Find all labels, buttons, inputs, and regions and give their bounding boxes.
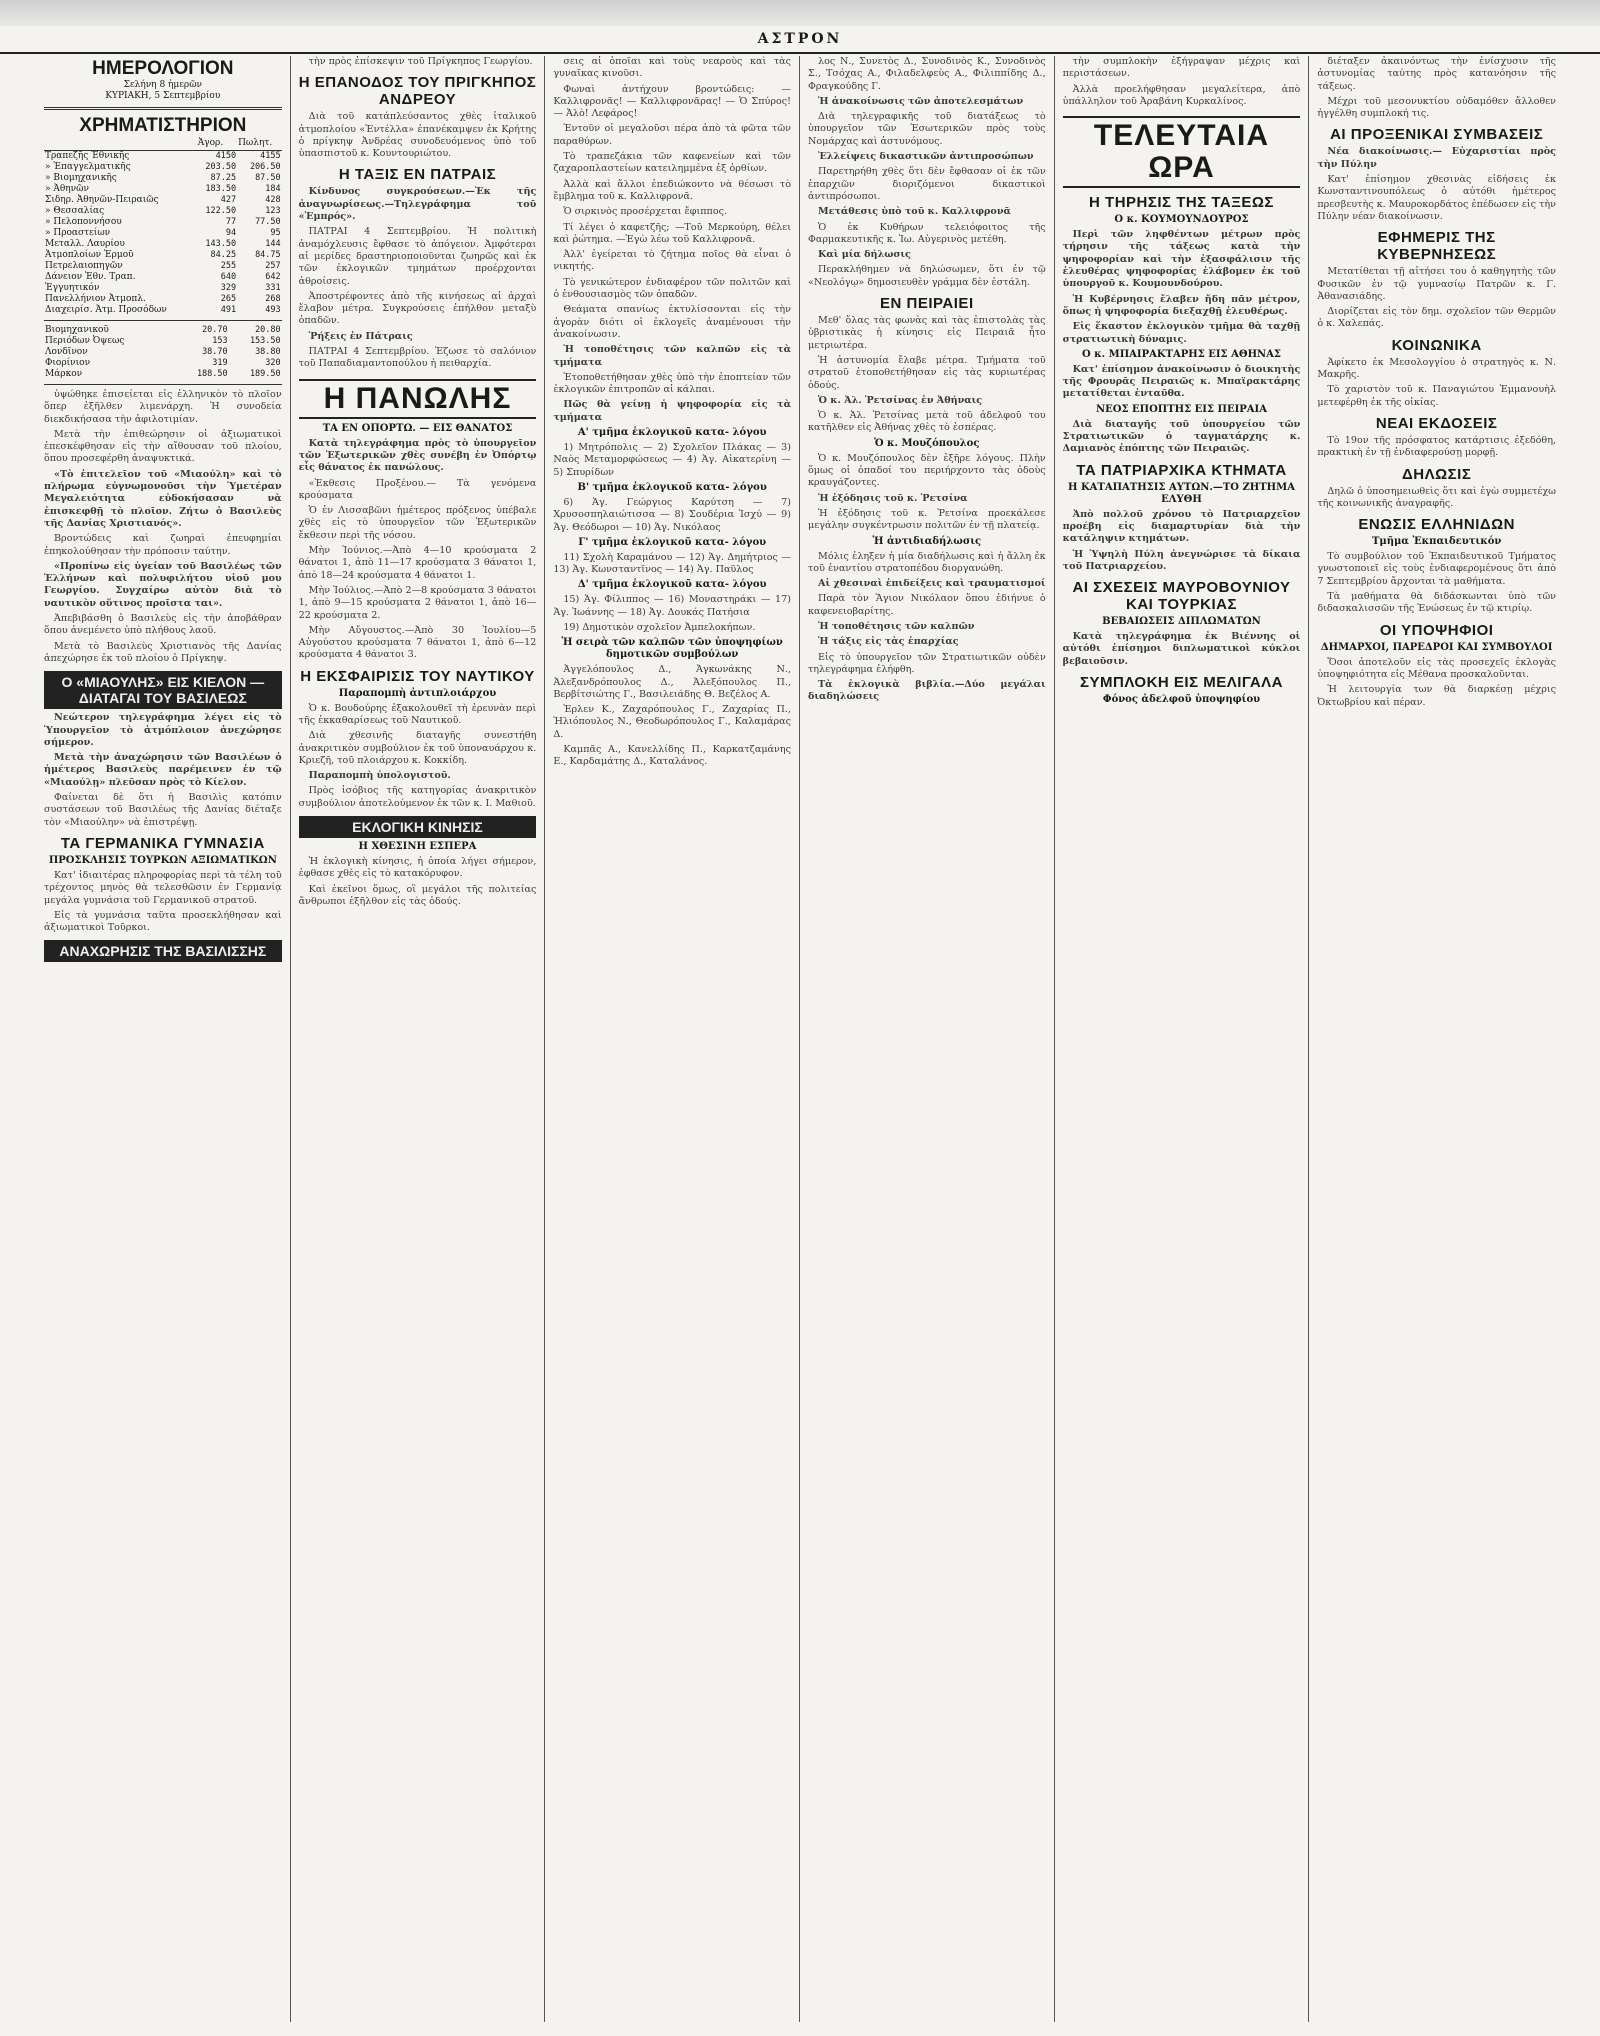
- exchange-security: » Ἀθηνῶν: [45, 184, 89, 194]
- page-top-band: [0, 0, 1600, 26]
- exchange-header: Ἀγορ.: [197, 137, 237, 151]
- exchange-row: [44, 162, 282, 173]
- article-text: Τὸ συμβούλιον τοῦ Ἐκπαιδευτικοῦ Τμήματος γνωστοποιεῖ εἰς τοὺς ἐνδιαφερομένους ὅτι ἀπὸ 7 Σεπτεμβρίου ἄρχονται τὰ μαθήματα. Τὰ μαθήματα θὰ διδάσκωνται ὑπὸ τῶν διδασκαλισσῶν τῆς Ἑνώσεως ἐν τῷ κτιρίῳ.: [1317, 551, 1556, 615]
- exchange-price: 189.50: [249, 369, 281, 379]
- exchange-row: [44, 173, 282, 184]
- exchange-price: 428: [265, 195, 281, 205]
- article-text: Νέα διακοίνωσις.— Εὐχαριστίαι πρὸς τὴν Πύλην Κατ' ἐπίσημον χθεσινὰς εἰδήσεις ἐκ Κωνσταντινουπόλεως ὁ αὐτόθι ἡμέτερος πρεσβευτὴς κ. Μαυροκορδάτος ἐπέδωσεν εἰς τὴν Πύλην νέαν διακοίνωσιν.: [1317, 146, 1556, 222]
- exchange-price: 427: [220, 195, 237, 205]
- headline-german: ΤΑ ΓΕΡΜΑΝΙΚΑ ΓΥΜΝΑΣΙΑ: [60, 834, 265, 852]
- article-text: Μόλις ἐληξεν ἡ μία διαδήλωσις καὶ ἡ ἄλλη ἐκ τοῦ ἐναντίου στρατοπέδου διοργανώθη. Αἱ χθεσιναὶ ἐπιδείξεις καὶ τραυματισμοί Παρὰ τὸν Ἅγιον Νικόλαον ὅπου ἐδιήνυε ὁ καφενειοβαρίτης. Ἡ τοποθέτησις τῶν καλπῶν Ἡ τάξις εἰς τὰς ἐπαρχίας Εἰς τὸ ὑπουργεῖον τῶν Στρατιωτικῶν οὐδὲν τηλεγράφημα ἐλήφθη. Τὰ ἐκλογικὰ βιβλία.—Δύο μεγάλαι διαδηλώσεις: [808, 550, 1046, 703]
- exchange-security: Φιορίνιον: [45, 358, 91, 368]
- exchange-price: 38.80: [255, 347, 281, 357]
- article-text: Μεθ' ὅλας τὰς φωνὰς καὶ τὰς ἐπιστολὰς τὰς ὑβριστικὰς ἡ κίνησις εἰς Πειραιᾶ ἦτο μετριωτέρα. Ἡ ἀστυνομία ἔλαβε μέτρα. Τμήματα τοῦ στρατοῦ ἐτοποθετήθησαν εἰς τὰς κυριωτέρας ὁδούς. Ὁ κ. Ἀλ. Ῥετσίνας ἐν Ἀθήναις Ὁ κ. Ἀλ. Ῥετσίνας μετὰ τοῦ ἀδελφοῦ του κατῆλθεν εἰς Ἀθήνας χθὲς τὸ ἑσπέρας.: [808, 315, 1046, 434]
- exchange-row: [44, 272, 282, 283]
- exchange-price: 188.50: [196, 369, 228, 379]
- subhead-patriarchal: Η ΚΑΤΑΠΑΤΗΣΙΣ ΑΥΤΩΝ.—ΤΟ ΖΗΤΗΜΑ ΕΛΥΘΗ: [1068, 481, 1295, 505]
- exchange-price: 122.50: [205, 206, 237, 216]
- article-text: Κίνδυνος συγκρούσεων.—Ἐκ τῆς ἀναγνωρίσεως.—Τηλεγράφημα τοῦ «Ἐμπρός». ΠΑΤΡΑΙ 4 Σεπτεμβρίου. Ἡ πολιτικὴ ἀναμόχλευσις ἔφθασε τὸ ἀπόγειον. Ἀμφότεραι αἱ μερίδες δραστηριοποιοῦνται ζωηρῶς καὶ ἐκ τῶν ἐκλογικῶν τμημάτων προέρχονται ἀθροίσεις. Ἀποστρέφοντες ἀπὸ τῆς κινήσεως αἱ ἀρχαὶ ἔλαβον μέτρα. Συγκρούσεις ἐπήλθον μεταξὺ ὀπαδῶν. Ῥήξεις ἐν Πάτραις ΠΑΤΡΑΙ 4 Σεπτεμβρίου. Ἐζωσε τὸ σαλόνιον τοῦ Παπαδιαμαντοπούλου ἡ πειθαρχία.: [298, 186, 537, 370]
- exchange-price: 84.25: [210, 250, 237, 260]
- column-1: [36, 56, 291, 2022]
- article-text: Νεώτερον τηλεγράφημα λέγει εἰς τὸ Ὑπουργεῖον τὸ ἀτμόπλοιον ἀνεχώρησε σήμερον. Μετὰ τὴν ἀναχώρησιν τῶν Βασιλέων ὁ ἡμέτερος Βασιλεὺς παρέμεινεν ἐν τῷ «Μιαούλῃ» πλεῦσαν πρὸς τὸ Κίελον. Φαίνεται δὲ ὅτι ἡ Βασιλὶς κατόπιν συστάσεων τοῦ Βασιλέως τῆς Δανίας διέταξε τὸν «Μιαούλην» νὰ ἐπιστρέψῃ.: [44, 712, 282, 828]
- column-6: [1309, 56, 1564, 2022]
- exchange-security: Ἀτμοπλοίων Ἑρμοῦ: [45, 250, 134, 260]
- exchange-table: [44, 137, 282, 316]
- exchange-price: 87.25: [210, 173, 237, 183]
- exchange-security: » Ἐπαγγελματικῆς: [45, 162, 131, 172]
- article-text: τὴν συμπλοκὴν ἐξήγραψαν μέχρις καὶ περιστάσεων. Ἀλλὰ προελήφθησαν μεγαλείτερα, ἀπὸ ὑπάλληλον τοῦ Ἀραβάνη Κυρκαλίνος.: [1062, 56, 1301, 107]
- exchange-price: 319: [212, 358, 228, 368]
- exchange-row: [44, 195, 282, 206]
- exchange-row: [44, 239, 282, 250]
- exchange-security: » Πελοποννήσου: [45, 217, 122, 227]
- headline-piraeus: ΕΝ ΠΕΙΡΑΙΕΙ: [880, 295, 974, 313]
- headline-nautical: Η ΕΚΣΦΑΙΡΙΣΙΣ ΤΟΥ ΝΑΥΤΙΚΟΥ: [300, 667, 535, 685]
- exchange-security: » Βιομηχανικῆς: [45, 173, 117, 183]
- exchange-row: [44, 369, 282, 380]
- exchange-price: 77: [225, 217, 237, 227]
- headline-consular: ΑΙ ΠΡΟΞΕΝΙΚΑΙ ΣΥΜΒΑΣΕΙΣ: [1330, 126, 1544, 144]
- subhead-section-c: Γ' τμῆμα ἐκλογικοῦ κατα- λόγου: [578, 536, 767, 548]
- article-text: Ὁ κ. Βουδούρης ἐξακολουθεῖ τὴ ἐρευνὰν περὶ τῆς ἐκκαθαρίσεως τοῦ Ναυτικοῦ. Διὰ χθεσινῆς διαταγῆς συνεστήθη ἀνακριτικὸν συμβούλιον ἐκ τοῦ ὑποναυάρχου κ. Κριεζῆ, τοῦ πλοιάρχου κ. Κοκκίδη. Παραπομπὴ ὑπολογιστοῦ. Πρὸς ἰσόβιος τῆς κατηγορίας ἀνακριτικὸν συμβούλιον ἀποτελούμενον ἐκ τῶν κ. Ι. Μαθιοῦ.: [298, 702, 537, 809]
- exchange-price: 4155: [260, 151, 281, 161]
- exchange-row: [44, 217, 282, 228]
- exchange-price: 491: [220, 305, 237, 315]
- exchange-price: 268: [265, 294, 281, 304]
- subhead-section-a: Α' τμῆμα ἐκλογικοῦ κατα- λόγου: [577, 427, 767, 439]
- exchange-price: 640: [220, 272, 237, 282]
- article-text: Κατ' ἰδιαιτέρας πληροφορίας περὶ τὰ τέλη τοῦ τρέχοντος μηνὸς θὰ τελεσθῶσιν ἐν Γερμανίᾳ μεγάλα γυμνάσια τοῦ Γερμανικοῦ στρατοῦ. Εἰς τὰ γυμνάσια ταῦτα προσεκλήθησαν καὶ ἀξιωματικοὶ Τοῦρκοι.: [44, 869, 282, 934]
- subhead-mouzopoulos: Ὁ κ. Μουζόπουλος: [874, 437, 980, 449]
- column-3: [545, 56, 800, 2022]
- headline-clash: ΣΥΜΠΛΟΚΗ ΕΙΣ ΜΕΛΙΓΑΛΑ: [1079, 674, 1283, 692]
- exchange-price: 20.70: [202, 325, 228, 335]
- headline-social: ΚΟΙΝΩΝΙΚΑ: [1391, 336, 1482, 354]
- exchange-security: Βιομηχανικοῦ: [45, 325, 109, 335]
- exchange-row: [44, 283, 282, 294]
- headline-editions: ΝΕΑΙ ΕΚΔΟΣΕΙΣ: [1375, 414, 1498, 432]
- article-text: 11) Σχολὴ Καραμάνου — 12) Ἁγ. Δημήτριος — 13) Ἁγ. Κωνσταντῖνος — 14) Ἁγ. Παῦλος: [553, 551, 791, 576]
- headline-declaration: ΔΗΛΩΣΙΣ: [1402, 465, 1472, 483]
- article-text: 15) Ἁγ. Φίλιππος — 16) Μοναστηράκι — 17) Ἁγ. Ἰωάννης — 18) Ἁγ. Δουκάς Πατήσια 19) Δημοτικὸν σχολεῖον Ἀμπελοκήπων.: [553, 594, 791, 633]
- exchange-security: Διαχειρίσ. Ἀτμ. Προσόδων: [45, 305, 167, 315]
- exchange-header-row: [44, 137, 282, 151]
- exchange-row: [44, 305, 282, 316]
- subhead-section-b: Β' τμῆμα ἐκλογικοῦ κατα- λόγου: [577, 481, 767, 493]
- exchange-price: 203.50: [205, 162, 237, 172]
- exchange-row: [44, 294, 282, 305]
- article-text: τὴν πρὸς ἐπίσκεψιν τοῦ Πρίγκηπος Γεωργίου.: [308, 56, 533, 67]
- exchange-row: [44, 347, 282, 358]
- article-text: Κατὰ τηλεγράφημα πρὸς τὸ ὑπουργεῖον τῶν Ἐξωτερικῶν χθὲς συνέβη ἐν Ὀπόρτῳ εἷς θάνατος ἐκ πανώλους. «Ἐκθεσις Προξένου.— Τὰ γενόμενα κρούσματα Ὁ ἐν Λισσαβῶνι ἡμέτερος πρόξενος ὑπέβαλε χθὲς εἰς τὸ ὑπουργεῖον τῶν Ἐξωτερικῶν ἔκθεσιν περὶ τῆς νόσου. Μὴν Ἰούνιος.—Ἀπὸ 4—10 κρούσματα 2 θάνατοι 1, ἀπὸ 11—17 κρούσματα 3 θάνατοι 1, ἀπὸ 18—24 κρούσματα 4 θάνατοι 1. Μὴν Ἰούλιος.—Ἀπὸ 2—8 κρούσματα 3 θάνατοι 1, ἀπὸ 9—15 κρούσματα 2 θάνατοι 1, ἀπὸ 16—22 κρούσματα 2. Μὴν Αὔγουστος.—Ἀπὸ 30 Ἰουλίου—5 Αὐγούστου κρούσματα 7 θάνατοι 1, ἀπὸ 6—12 κρούσματα 4 θάνατοι 3.: [298, 437, 537, 661]
- exchange-price: 493: [265, 305, 281, 315]
- exchange-price: 84.75: [255, 250, 281, 260]
- headline-gazette: ΕΦΗΜΕΡΙΣ ΤΗΣ ΚΥΒΕΡΝΗΣΕΩΣ: [1377, 229, 1497, 264]
- subhead-section-d: Δ' τμῆμα ἐκλογικοῦ κατα- λόγου: [577, 579, 767, 591]
- exchange-price: 143.50: [205, 239, 237, 249]
- article-text: 1) Μητρόπολις — 2) Σχολεῖον Πλάκας — 3) Ναὸς Μεταμορφώσεως — 4) Ἁγ. Αἰκατερίνη — 5) Σπυρίδων: [553, 442, 791, 478]
- bottom-banner: ΑΝΑΧΩΡΗΣΙΣ ΤΗΣ ΒΑΣΙΛΙΣΣΗΣ: [44, 940, 282, 962]
- subhead-candidate-list: Ἡ σειρὰ τῶν καλπῶν τῶν ὑποψηφίων δημοτικῶν συμβούλων: [561, 637, 783, 661]
- subhead-german: ΠΡΟΣΚΛΗΣΙΣ ΤΟΥΡΚΩΝ ΑΞΙΩΜΑΤΙΚΩΝ: [48, 854, 277, 866]
- exchange-price: 20.80: [255, 325, 281, 335]
- article-text: Περὶ τῶν ληφθέντων μέτρων πρὸς τήρησιν τῆς τάξεως κατὰ τὴν ψηφοφορίαν καὶ τὴν ἐξασφάλισιν τῆς ἐλευθέρας ψηφοφορίας ἐλάβομεν ἐκ τοῦ ὑπουργοῦ κ. Κουμουνδούρου. Ἡ Κυβέρνησις ἔλαβεν ἤδη πᾶν μέτρον, ὅπως ἡ ψηφοφορία διεξαχθῇ ἐλευθέρως. Εἰς ἕκαστον ἐκλογικὸν τμῆμα θὰ ταχθῇ στρατιωτικὴ δύναμις.: [1062, 229, 1301, 345]
- exchange-price: 184: [265, 184, 281, 194]
- article-text: Ἡ ἐκλογικὴ κίνησις, ἡ ὁποία λήγει σήμερον, ἐφθασε χθὲς εἰς τὸ κατακόρυφον. Καὶ ἐκεῖνοι ὅμως, οἳ μεγάλοι τῆς πολιτείας ἄνθρωποι ἐξῆλθον εἰς τὰς ὁδούς.: [298, 856, 537, 907]
- exchange-price: 4150: [215, 151, 237, 161]
- article-text: Κατὰ τηλεγράφημα ἐκ Βιέννης οἱ αὐτόθι ἐπίσημοι διπλωματικοὶ κύκλοι βεβαιοῦσιν.: [1062, 631, 1301, 667]
- exchange-row: [44, 151, 282, 163]
- exchange-title: ΧΡΗΜΑΤΙΣΤΗΡΙΟΝ: [79, 115, 247, 136]
- exchange-security: Σιδηρ. Ἀθηνῶν-Πειραιῶς: [45, 195, 159, 205]
- exchange-security: » Προαστείων: [45, 228, 111, 238]
- headline-patras: Η ΤΑΞΙΣ ΕΝ ΠΑΤΡΑΙΣ: [338, 166, 497, 184]
- exchange-security: » Θεσσαλίας: [45, 206, 105, 216]
- exchange-price: 329: [220, 283, 237, 293]
- column-4: [800, 56, 1055, 2022]
- article-text: Ἀγγελόπουλος Δ., Ἀγκωνάκης Ν., Ἀλεξανδρόπουλος Δ., Ἀλεξόπουλος Π., Βερβίτσιώτης Γ., Βασιλειάδης Θ. Βεζέλος Α. Ἐρλεν Κ., Ζαχαρόπουλος Γ., Ζαχαρίας Π., Ἡλιόπουλος Ν., Θεοδωρόπουλος Γ., Καλαμάρας Δ. Καμπᾶς Α., Κανελλίδης Π., Καρκατζαμάνης Ε., Καρδαμάτης Δ., Καταλάνος.: [553, 664, 791, 768]
- headline-prince-return: Η ΕΠΑΝΟΔΟΣ ΤΟΥ ΠΡΙΓΚΗΠΟΣ ΑΝΔΡΕΟΥ: [298, 74, 537, 109]
- article-text: Μετατίθεται τῇ αἰτήσει του ὁ καθηγητὴς τῶν Φυσικῶν ἐν τῷ γυμνασίῳ Πατρῶν κ. Γ. Ἀθανασιάδης. Διορίζεται εἰς τὸν δημ. σχολεῖον τῶν Θερμῶν ὁ κ. Χαλεπάς.: [1317, 266, 1556, 330]
- exchange-security: Πετρελαιοπηγῶν: [45, 261, 123, 271]
- subhead-new-inspector: ΝΕΟΣ ΕΠΟΠΤΗΣ ΕΙΣ ΠΕΙΡΑΙΑ: [1095, 403, 1267, 415]
- exchange-security: Ἐγγυητικόν: [45, 283, 100, 293]
- exchange-price: 331: [265, 283, 281, 293]
- article-text: διέταξεν ἀκαινόντως τὴν ἐνίσχυσιν τῆς ἀστυνομίας ταύτης πρὸς κατανόησιν τῆς τάξεως. Μέχρι τοῦ μεσονυκτίου οὐδαμόθεν ἄλλοθεν ἠγγέλθη συμπλοκή τις.: [1317, 56, 1556, 120]
- subhead-bayraktaris: Ο κ. ΜΠΑΙΡΑΚΤΑΡΗΣ ΕΙΣ ΑΘΗΝΑΣ: [1081, 348, 1281, 360]
- exchange-price: 255: [220, 261, 237, 271]
- exchange-row: [44, 325, 282, 336]
- exchange-price: 123: [265, 206, 281, 216]
- article-text: Κατ' ἐπίσημον ἀνακοίνωσιν ὁ διοικητὴς τῆς Φρουρᾶς Πειραιῶς κ. Μπαϊρακτάρης μετατίθεται ἐνταῦθα.: [1062, 363, 1301, 400]
- exchange-price: 153: [212, 336, 228, 346]
- exchange-price: 206.50: [249, 162, 281, 172]
- exchange-price: 183.50: [205, 184, 237, 194]
- exchange-header: Πωλητ.: [237, 137, 282, 151]
- exchange-price: 94: [225, 228, 237, 238]
- article-text: Ἀπὸ πολλοῦ χρόνου τὸ Πατριαρχεῖον προέβη εἰς διαμαρτυρίαν διὰ τὴν κατάληψιν κτημάτων. Ἡ Ὑψηλὴ Πύλη ἀνεγνώρισε τὰ δίκαια τοῦ Πατριαρχείου.: [1062, 508, 1301, 572]
- exchange-price: 265: [220, 294, 237, 304]
- subhead-relations: ΒΕΒΑΙΩΣΕΙΣ ΔΙΠΛΩΜΑΤΩΝ: [1102, 616, 1261, 628]
- article-text: ὑψώθηκε ἐπισείεται εἰς ἑλληνικὸν τὸ πλοῖον ὅπερ ἐξῆλθεν λιμενάρχη. Ἡ συνοδεία διεκδικήσασα τὴν ἀφιλοτιμίαν. Μετὰ τὴν ἐπιθεώρησιν οἱ ἀξιωματικοὶ ἐπεσκέφθησαν εἰς τὴν αἴθουσαν τοῦ πλοίου, ὅπου προσεφέρθη ἀναψυκτικά. «Τὸ ἐπιτελεῖον τοῦ «Μιαούλη» καὶ τὸ πλήρωμα εὐγνωμονοῦσι τὴν Ὑμετέραν Μεγαλειότητα εὐδοκήσασαν νὰ ἐπισκεφθῇ τὸ πλοῖον. Ζήτω ὁ Βασιλεὺς τῆς Δανίας Χριστιανός». Βροντώδεις καὶ ζωηραὶ ἐπευφημίαι ἐπηκολούθησαν τὴν πρόποσιν ταύτην. «Προπίνω εἰς ὑγείαν τοῦ Βασιλέως τῶν Ἑλλήνων καὶ πολυφιλήτου υἱοῦ μου Γεωργίου. Συγχαίρω αὐτὸν διὰ τὸ ναυτικὸν οὕτινος προῖστα ται». Ἀπεβιβάσθη ὁ Βασιλεὺς εἰς τὴν ἀποβάθραν ὅπου ἀνεμένετο ὑπὸ πλήθους λαοῦ. Μετὰ τὸ Βασιλεὺς Χριστιανὸς τῆς Δανίας ἀπεχώρησε ἐκ τοῦ πλοίου ὁ Πρίγκηψ.: [44, 389, 282, 664]
- subhead-clash: Φόνος ἀδελφοῦ ὑποψηφίου: [1102, 694, 1261, 706]
- election-banner: ΕΚΛΟΓΙΚΗ ΚΙΝΗΣΙΣ: [299, 816, 537, 838]
- exchange-body: [44, 151, 282, 317]
- exchange-security: Μάρκον: [45, 369, 83, 379]
- divider: [44, 107, 282, 110]
- headline-patriarchal: ΤΑ ΠΑΤΡΙΑΡΧΙΚΑ ΚΤΗΜΑΤΑ: [1076, 461, 1287, 479]
- article-text: Διὰ διαταγῆς τοῦ ὑπουργείου τῶν Στρατιωτικῶν ὁ ταγματάρχης κ. Δαμιανὸς ἐπόπτης τῶν Πειραιῶς.: [1062, 418, 1301, 455]
- exchange-price: 642: [265, 272, 281, 282]
- exchange-row: [44, 228, 282, 239]
- exchange-header: [44, 137, 197, 151]
- divider: [44, 384, 282, 385]
- section-banner: Ο «ΜΙΑΟΥΛΗΣ» ΕΙΣ ΚΙΕΛΟΝ — ΔΙΑΤΑΓΑΙ ΤΟΥ ΒΑΣΙΛΕΩΣ: [44, 671, 282, 709]
- calendar-line-2: ΚΥΡΙΑΚΗ, 5 Σεπτεμβρίου: [105, 91, 221, 101]
- exchange-table-2: [44, 325, 282, 380]
- article-text: Διὰ τοῦ κατάπλεύσαντος χθὲς ἰταλικοῦ ἀτμοπλοίου «Ἐντέλλα» ἐπανέκαμψεν ἐκ Κρήτης ὁ πρίγκηψ Ἀνδρέας συνοδευόμενος ὑπὸ τοῦ ὑπασπιστοῦ κ. Κουντουριώτου.: [298, 111, 537, 160]
- exchange-row: [44, 261, 282, 272]
- article-text: 6) Ἁγ. Γεώργιος Καρύτση — 7) Χρυσοσπηλαιώτισσα — 8) Σουδέρια Ἰσχύ — 9) Ἁγ. Θεόδωροι — 10) Ἁγ. Νικόλαος: [553, 496, 791, 533]
- exchange-security: Τραπεζῆς Ἐθνικῆς: [45, 151, 130, 161]
- exchange-security: Λονδῖνον: [45, 347, 88, 357]
- column-5: [1055, 56, 1310, 2022]
- exchange-price: 257: [265, 261, 281, 271]
- exchange-row: [44, 250, 282, 261]
- headline-union: ΕΝΩΣΙΣ ΕΛΛΗΝΙΔΩΝ: [1358, 516, 1516, 534]
- exchange-security: Περιόδων Ὀψεως: [45, 336, 125, 346]
- article-text: Δηλῶ ὁ ὑποσημειωθεὶς ὅτι καὶ ἐγὼ συμμετέχω τῆς κοινωνικῆς ἀναγραφῆς.: [1317, 485, 1556, 509]
- exchange-security: Πανελλήνιον Ἀτμοπλ.: [45, 294, 146, 304]
- exchange-price: 144: [265, 239, 281, 249]
- exchange-price: 95: [270, 228, 281, 238]
- subhead-candidates: ΔΗΜΑΡΧΟΙ, ΠΑΡΕΔΡΟΙ ΚΑΙ ΣΥΜΒΟΥΛΟΙ: [1320, 641, 1553, 653]
- exchange-price: 320: [265, 358, 281, 368]
- exchange-security: Μεταλλ. Λαυρίου: [45, 239, 125, 249]
- article-text: Ὁ κ. Μουζόπουλος δὲν ἐξῆρε λόγους. Πλὴν ὅμως οἱ ὀπαδοί του περιήρχοντο τὰς ὁδοὺς κραυγάζοντες. Ἡ ἐξόδησις τοῦ κ. Ῥετσίνα Ἡ ἐξόδησις τοῦ κ. Ῥετσίνα προεκάλεσε μεγάλην συγκέντρωσιν πολιτῶν ἐν τῇ πλατείᾳ.: [808, 452, 1046, 532]
- column-2: [291, 56, 546, 2022]
- headline-relations: ΑΙ ΣΧΕΣΕΙΣ ΜΑΥΡΟΒΟΥΝΙΟΥ ΚΑΙ ΤΟΥΡΚΙΑΣ: [1072, 579, 1291, 614]
- exchange-price: 77.50: [255, 217, 281, 227]
- exchange-price: 38.70: [202, 347, 228, 357]
- article-text: Τὸ 19ον τῆς πρόσφατος κατάρτισις ἐξεδόθη, πρακτικὴ ἐν τῇ ἐνδιαφερούσῃ μορφῇ.: [1317, 434, 1556, 459]
- subhead-antidemonstration: Ἡ ἀντιδιαδήλωσις: [872, 535, 982, 547]
- exchange-row: [44, 184, 282, 195]
- subhead-evening: Η ΧΘΕΣΙΝΗ ΕΣΠΕΡΑ: [358, 841, 477, 853]
- subhead-koumoundouros: Ο κ. ΚΟΥΜΟΥΝΔΟΥΡΟΣ: [1114, 214, 1249, 226]
- subhead-plague: ΤΑ ΕΝ ΟΠΟΡΤΩ. — ΕΙΣ ΘΑΝΑΤΟΣ: [322, 422, 513, 434]
- newspaper-columns: [36, 56, 1564, 2022]
- calendar-title: ΗΜΕΡΟΛΟΓΙΟΝ: [92, 58, 234, 79]
- headline-plague: Η ΠΑΝΩΛΗΣ: [299, 379, 537, 419]
- article-text: Ἀφίκετο ἐκ Μεσολογγίου ὁ στρατηγὸς κ. Ν. Μακρῆς. Τὸ χαριστὸν τοῦ κ. Παναγιώτου Ἐμμανουὴλ μετεφέρθη ἐκ τῆς οἰκίας.: [1317, 356, 1556, 408]
- exchange-price: 153.50: [249, 336, 281, 346]
- article-text: λος Ν., Συνετὸς Δ., Συνοδινὸς Κ., Συνοδινὸς Σ., Τσόχας Α., Φιλαδελφεὺς Α., Φιλιππίδης Δ., Φραγκούδης Γ. Ἡ ἀνακοίνωσις τῶν ἀποτελεσμάτων Διὰ τηλεγραφικῆς τοῦ διατάξεως τὸ ὑπουργεῖον τῶν Ἐσωτερικῶν πρὸς τοὺς Νομάρχας καὶ ἀστυνόμους. Ἐλλείψεις δικαστικῶν ἀντιπροσώπων Παρετηρήθη χθὲς ὅτι δὲν ἔφθασαν οἱ ἐκ τῶν ἐπαρχιῶν διοριζόμενοι δικαστικοὶ ἀντιπρόσωποι. Μετάθεσις ὑπὸ τοῦ κ. Καλλιφρονᾶ Ὁ ἐκ Κυθήρων τελειόφοιτος τῆς Φαρμακευτικῆς κ. Ἰω. Αὐγερινὸς μετέθη. Καὶ μία δήλωσις Περακλήθημεν νὰ δηλώσωμεν, ὅτι ἐν τῷ «Νεολόγῳ» δημοσιευθὲν γράμμα δὲν ἐστάλη.: [808, 56, 1046, 288]
- exchange-row: [44, 358, 282, 369]
- exchange-body-2: [44, 325, 282, 380]
- subhead-union: Τμῆμα Ἐκπαιδευτικόν: [1371, 536, 1502, 548]
- exchange-row: [44, 206, 282, 217]
- exchange-price: 87.50: [255, 173, 281, 183]
- subhead-admin: Παραπομπὴ ἀντιπλοιάρχου: [338, 687, 497, 699]
- headline-candidates: ΟΙ ΥΠΟΨΗΦΙΟΙ: [1379, 621, 1494, 639]
- article-text: σεις αἱ ὁποῖαι καὶ τοὺς νεαροὺς καὶ τὰς γυναῖκας κινοῦσι. Φωναὶ ἀντήχουν βροντώδεις: — Καλλιφρονᾶς! — Καλλιφρονᾶρας! — Ὁ Σπύρος! — Ἀλὸ! Λεφάρος! Ἐντοῦν οἱ μεγαλοῦσι πέρα ἀπὸ τὰ φῶτα τῶν παραθύρων. Τὸ τραπεζάκια τῶν καφενείων καὶ τῶν ζαχαροπλαστείων κατειλημμένα ἐξ ὁρθίων. Ἀλλὰ καὶ ἄλλοι ἐπεδιώκοντο νὰ θέσωσι τὸ ἔμβλημα τοῦ κ. Καλλιφρονᾶ. Ὁ σιρκινὸς προσέρχεται ἔφιππος. Τί λέγει ὁ καφετζῆς; —Τοῦ Μερκούρη, θέλει καὶ ῥώτημα. —Ἐγὼ λέω τοῦ Καλλιφρονᾶ. Ἀλλ' ἐγείρεται τὸ ζήτημα ποῖος θὰ εἶναι ὁ νικητής. Τὸ γενικώτερον ἐνδιαφέρον τῶν πολιτῶν καὶ ὁ ἐνθουσιασμὸς τῶν ὀπαδῶν. Θεάματα σπανίως ἐκτυλίσσονται εἰς τὴν ἀγορὰν διότι οἱ ἐκλογεῖς ἀναμένουσι τὴν ἀνακοίνωσιν. Ἡ τοποθέτησις τῶν καλπῶν εἰς τὰ τμήματα Ἐτοποθετήθησαν χθὲς ὑπὸ τὴν ἐποπτείαν τῶν ἐκλογικῶν ἐπιτροπῶν αἱ κάλπαι. Πῶς θὰ γείνῃ ἡ ψηφοφορία εἰς τὰ τμήματα: [553, 56, 791, 423]
- exchange-security: Δάνειον Ἐθν. Τραπ.: [45, 272, 136, 282]
- headline-last-hour: ΤΕΛΕΥΤΑΙΑ ΩΡΑ: [1063, 116, 1301, 188]
- running-head: ΑΣΤΡΟΝ: [0, 26, 1600, 54]
- headline-order: Η ΤΗΡΗΣΙΣ ΤΗΣ ΤΑΞΕΩΣ: [1089, 194, 1274, 212]
- divider: [44, 320, 282, 321]
- article-text: Ὅσοι ἀποτελοῦν εἰς τὰς προσεχεῖς ἐκλογὰς ὑποψηφιότητα εἰς Μέθανα προσκαλοῦνται. Ἡ λειτουργία των θὰ διαρκέσῃ μέχρις Ὀκτωβρίου καὶ πέραν.: [1317, 656, 1556, 708]
- exchange-row: [44, 336, 282, 347]
- calendar-line-1: Σελήνη 8 ἡμερῶν: [123, 80, 203, 90]
